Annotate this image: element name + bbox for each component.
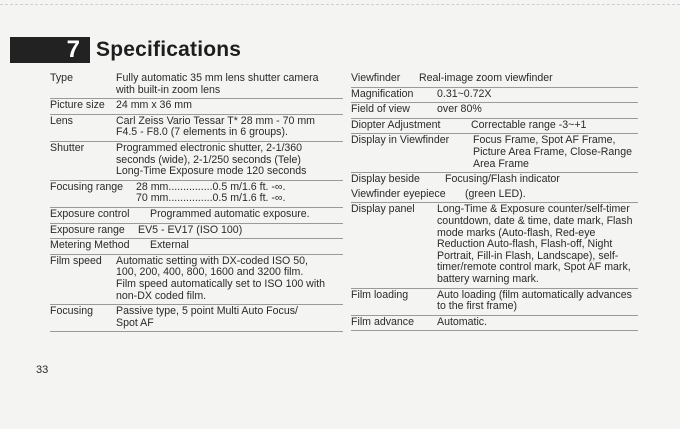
spec-value-line: Picture Area Frame, Close-Range bbox=[473, 145, 632, 158]
spec-row bbox=[351, 72, 638, 88]
spec-value bbox=[112, 116, 343, 139]
spec-value bbox=[134, 225, 343, 237]
spec-value bbox=[132, 182, 343, 205]
spec-value bbox=[112, 306, 343, 329]
spec-row bbox=[351, 203, 638, 288]
top-edge-rule bbox=[0, 4, 680, 5]
spec-row bbox=[50, 72, 343, 99]
spec-value bbox=[433, 104, 638, 116]
spec-value-line: 28 mm...............0.5 m/1.6 ft. -∞. bbox=[136, 180, 286, 193]
spec-value-line: Automatic. bbox=[437, 315, 488, 328]
spec-label: Film loading bbox=[351, 288, 409, 301]
spec-value-line: Reduction Auto-flash, Flash-off, Night bbox=[437, 238, 613, 251]
spec-value bbox=[433, 317, 638, 329]
spec-value-line: (green LED). bbox=[465, 187, 526, 200]
spec-value bbox=[433, 290, 638, 313]
spec-value-line: mode marks (Auto-flash, Red-eye bbox=[437, 226, 596, 239]
spec-value-line: to the first frame) bbox=[437, 300, 518, 313]
spec-row bbox=[351, 103, 638, 119]
chapter-number-box: 7 bbox=[10, 37, 90, 63]
spec-label: Film advance bbox=[351, 315, 414, 328]
spec-label: Magnification bbox=[351, 87, 414, 100]
spec-row bbox=[50, 142, 343, 181]
spec-label: Display panel bbox=[351, 203, 415, 216]
page-title: Specifications bbox=[96, 38, 242, 61]
spec-label: Focusing range bbox=[50, 180, 124, 193]
spec-value-line: Long-Time & Exposure counter/self-timer bbox=[437, 203, 630, 216]
spec-row bbox=[351, 316, 638, 332]
spec-label: Picture size bbox=[50, 99, 105, 112]
spec-value bbox=[112, 100, 343, 112]
spec-label: Exposure control bbox=[50, 207, 130, 220]
spec-value-line: Area Frame bbox=[473, 157, 529, 170]
spec-value bbox=[112, 143, 343, 178]
spec-row bbox=[351, 134, 638, 173]
spec-value-line: Focus Frame, Spot AF Frame, bbox=[473, 134, 616, 147]
spec-value-line: 0.31~0.72X bbox=[437, 87, 492, 100]
spec-label: Display beside bbox=[351, 173, 420, 186]
spec-value-line: 100, 200, 400, 800, 1600 and 3200 film. bbox=[116, 266, 304, 279]
left-spec-column bbox=[50, 72, 343, 332]
spec-value-line: Focusing/Flash indicator bbox=[445, 173, 560, 186]
spec-value bbox=[433, 89, 638, 101]
spec-value-line: EV5 - EV17 (ISO 100) bbox=[138, 223, 243, 236]
spec-value-line: Programmed automatic exposure. bbox=[150, 207, 310, 220]
spec-value-line: battery warning mark. bbox=[437, 272, 539, 285]
spec-label: Focusing bbox=[50, 305, 93, 318]
spec-value-line: Correctable range -3~+1 bbox=[471, 118, 587, 131]
spec-value-line: Spot AF bbox=[116, 316, 154, 329]
spec-value bbox=[146, 240, 343, 252]
spec-value-line: External bbox=[150, 239, 189, 252]
spec-value-line: with built-in zoom lens bbox=[116, 83, 221, 96]
spec-value-line: Long-Time Exposure mode 120 seconds bbox=[116, 165, 307, 178]
spec-value-line: Real-image zoom viewfinder bbox=[419, 72, 553, 84]
spec-label: Type bbox=[50, 72, 73, 84]
spec-row bbox=[351, 173, 638, 188]
spec-label: Diopter Adjustment bbox=[351, 118, 441, 131]
spec-value-line: 70 mm...............0.5 m/1.6 ft. -∞. bbox=[136, 192, 286, 205]
spec-row bbox=[50, 224, 343, 240]
spec-row bbox=[50, 239, 343, 255]
spec-value bbox=[415, 73, 638, 85]
spec-value bbox=[461, 189, 638, 201]
spec-row bbox=[50, 255, 343, 305]
spec-value-line: 24 mm x 36 mm bbox=[116, 99, 192, 112]
spec-value bbox=[146, 209, 343, 221]
spec-row bbox=[50, 208, 343, 224]
spec-row bbox=[50, 305, 343, 332]
spec-label: Viewfinder bbox=[351, 72, 401, 84]
spec-row bbox=[351, 188, 638, 204]
spec-value-line: Passive type, 5 point Multi Auto Focus/ bbox=[116, 305, 298, 318]
spec-value bbox=[441, 174, 638, 186]
spec-value-line: countdown, date & time, date mark, Flash bbox=[437, 214, 633, 227]
spec-row bbox=[351, 119, 638, 135]
spec-value bbox=[112, 256, 343, 302]
spec-value bbox=[112, 73, 343, 96]
spec-value-line: timer/remote control mark, Spot AF mark, bbox=[437, 261, 631, 274]
spec-value-line: F4.5 - F8.0 (7 elements in 6 groups). bbox=[116, 126, 288, 139]
spec-label: Field of view bbox=[351, 103, 410, 116]
spec-row bbox=[351, 88, 638, 104]
spec-label: Shutter bbox=[50, 141, 85, 154]
spec-value-line: Programmed electronic shutter, 2-1/360 bbox=[116, 141, 303, 154]
page-number: 33 bbox=[36, 364, 49, 376]
spec-value bbox=[467, 120, 638, 132]
spec-row bbox=[50, 99, 343, 115]
spec-label: Display in Viewfinder bbox=[351, 134, 450, 147]
spec-value bbox=[469, 135, 638, 170]
spec-label: Metering Method bbox=[50, 239, 130, 252]
spec-value-line: seconds (wide), 2-1/250 seconds (Tele) bbox=[116, 153, 301, 166]
spec-row bbox=[50, 115, 343, 142]
spec-value-line: Auto loading (film automatically advances bbox=[437, 288, 632, 301]
spec-label: Viewfinder eyepiece bbox=[351, 187, 446, 200]
spec-value-line: Fully automatic 35 mm lens shutter camera bbox=[116, 72, 319, 84]
spec-row bbox=[351, 289, 638, 316]
spec-value-line: Film speed automatically set to ISO 100 with bbox=[116, 277, 326, 290]
spec-value-line: over 80% bbox=[437, 103, 482, 116]
spec-value bbox=[433, 204, 638, 285]
right-spec-column bbox=[351, 72, 638, 331]
spec-value-line: non-DX coded film. bbox=[116, 289, 207, 302]
spec-label: Film speed bbox=[50, 254, 102, 267]
spec-label: Exposure range bbox=[50, 223, 125, 236]
spec-row bbox=[50, 181, 343, 208]
spec-value-line: Automatic setting with DX-coded ISO 50, bbox=[116, 254, 308, 267]
spec-value-line: Portrait, Fill-in Flash, Landscape), self- bbox=[437, 249, 619, 262]
section-header bbox=[10, 37, 241, 63]
spec-value-line: Carl Zeiss Vario Tessar T* 28 mm - 70 mm bbox=[116, 114, 315, 127]
spec-label: Lens bbox=[50, 114, 73, 127]
